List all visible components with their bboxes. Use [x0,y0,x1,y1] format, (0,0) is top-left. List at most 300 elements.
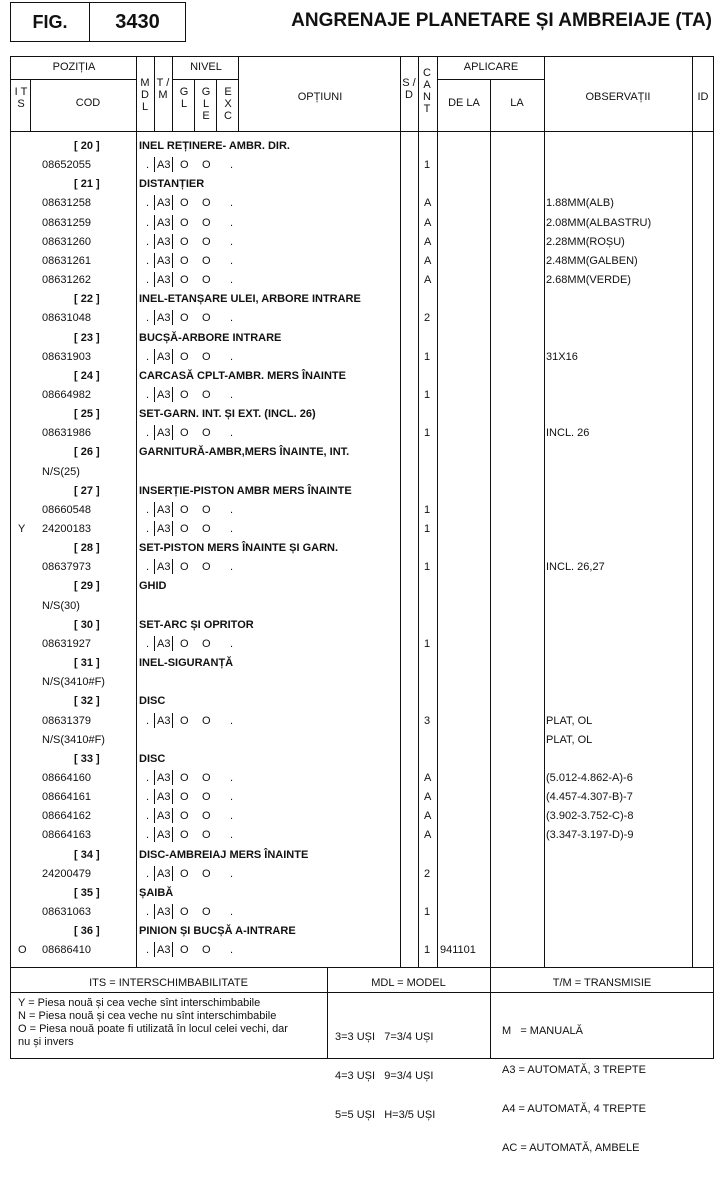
col-exc: E X C [224,86,232,122]
table-row [0,423,724,442]
cant-cell: A [424,274,432,287]
exc-cell: . [230,944,234,957]
mdl-cell: . [146,791,150,804]
cell-divider [154,713,155,728]
tm-cell: A3 [157,944,171,957]
exc-cell: . [230,714,234,727]
position-index: [ 24 ] [74,369,100,382]
tm-cell: A3 [157,637,171,650]
cell-divider [154,215,155,230]
tm-cell: A3 [157,523,171,535]
cod-cell: 08631048 [42,312,91,325]
gl-cell: O [180,503,189,516]
table-row [0,232,724,251]
cell-divider [154,234,155,249]
section-row [0,749,724,768]
table-row [0,806,724,825]
section-row [0,691,724,710]
cod-cell: 24200479 [42,867,91,880]
cant-cell: 1 [424,427,431,440]
legend-tm-line: A3 = AUTOMATĂ, 3 TREPTE [502,1064,646,1076]
cod-cell: 08637973 [42,561,91,574]
gle-cell: O [202,274,211,287]
section-row [0,845,724,864]
legend-its-line: N = Piesa nouă și cea veche nu sînt interschimbabile [18,1010,277,1022]
gle-cell: O [202,159,211,172]
tm-cell: A3 [157,906,171,918]
exc-cell: . [230,829,234,842]
position-index: [ 23 ] [74,331,100,344]
option-description: BUCȘĂ-ARBORE INTRARE [139,331,282,344]
position-index: [ 35 ] [74,886,100,899]
gl-cell: O [180,829,189,842]
table-row [0,787,724,806]
cell-divider [172,636,173,651]
cant-cell: 1 [424,350,431,363]
observatii-cell: (4.457-4.307-B)-7 [546,791,633,804]
gle-cell: O [202,197,211,210]
observatii-cell: (5.012-4.862-A)-6 [546,771,633,784]
gle-cell: O [202,254,211,267]
gle-cell: O [202,906,211,918]
cod-cell: 08631259 [42,216,91,229]
position-index: [ 22 ] [74,293,100,306]
cell-divider [172,215,173,230]
tm-cell: A3 [157,561,171,574]
table-row [0,596,724,615]
cell-divider [154,808,155,823]
tm-cell: A3 [157,867,171,880]
gl-cell: O [180,350,189,363]
section-row [0,921,724,940]
option-description: PINION ȘI BUCȘĂ A-INTRARE [139,925,296,938]
cant-cell: A [424,254,432,267]
cod-cell: 08631986 [42,427,91,440]
observatii-cell: PLAT, OL [546,733,593,746]
section-row [0,366,724,385]
cell-divider [172,387,173,402]
cod-cell: N/S(3410#F) [42,676,105,689]
gle-cell: O [202,350,211,363]
col-tm: T / M [156,77,170,101]
tm-cell: A3 [157,714,171,727]
option-description: SET-GARN. INT. ȘI EXT. (INCL. 26) [139,408,316,421]
col-la: LA [510,97,524,109]
cell-divider [172,234,173,249]
legend-tm-lines [502,999,712,1181]
mdl-cell: . [146,159,150,172]
gl-cell: O [180,274,189,287]
table-row [0,864,724,883]
mdl-cell: . [146,523,150,535]
gle-cell: O [202,944,211,957]
gl-cell: O [180,388,189,401]
gl-cell: O [180,637,189,650]
table-row [0,672,724,691]
table-row [0,155,724,174]
observatii-cell: 2.48MM(GALBEN) [546,254,638,267]
dela-cell: 941101 [440,944,476,957]
its-cell: Y [18,523,26,535]
cod-cell: 08660548 [42,503,91,516]
cell-divider [154,521,155,536]
mdl-cell: . [146,197,150,210]
col-mdl: M D L [140,77,150,113]
cant-cell: 1 [424,388,431,401]
option-description: SET-ARC ȘI OPRITOR [139,618,254,631]
exc-cell: . [230,523,234,535]
col-aplicare: APLICARE [463,61,519,73]
option-description: GARNITURĂ-AMBR,MERS ÎNAINTE, INT. [139,446,350,459]
col-its: I T S [14,86,28,110]
mdl-cell: . [146,350,150,363]
mdl-cell: . [146,867,150,880]
cod-cell: 08686410 [42,944,91,957]
legend-its-title: ITS = INTERSCHIMBABILITATE [89,977,248,989]
cant-cell: A [424,791,432,804]
cell-divider [172,866,173,881]
cant-cell: A [424,810,432,823]
mdl-cell: . [146,714,150,727]
gl-cell: O [180,427,189,440]
table-row [0,557,724,576]
cell-divider [154,310,155,325]
exc-cell: . [230,771,234,784]
cant-cell: A [424,829,432,842]
exc-cell: . [230,159,234,172]
cant-cell: 1 [424,523,431,535]
gle-cell: O [202,388,211,401]
table-row [0,768,724,787]
mdl-cell: . [146,254,150,267]
exc-cell: . [230,427,234,440]
cell-divider [154,866,155,881]
tm-cell: A3 [157,312,171,325]
cant-cell: A [424,235,432,248]
legend-mdl-line: 5=5 UȘI H=3/5 UȘI [335,1109,436,1121]
legend-mdl-line: 3=3 UȘI 7=3/4 UȘI [335,1031,434,1043]
col-sd: S / D [402,77,416,101]
cod-cell: 08664160 [42,771,91,784]
gl-cell: O [180,791,189,804]
gl-cell: O [180,810,189,823]
table-row [0,385,724,404]
cell-divider [154,904,155,919]
position-index: [ 27 ] [74,484,100,497]
cell-divider [172,789,173,804]
tm-cell: A3 [157,503,171,516]
cant-cell: A [424,771,432,784]
section-row [0,404,724,423]
gle-cell: O [202,867,211,880]
table-row [0,500,724,519]
legend-tm-title: T/M = TRANSMISIE [552,977,652,989]
gle-cell: O [202,561,211,574]
cell-divider [154,502,155,517]
cod-cell: 08652055 [42,159,91,172]
position-index: [ 25 ] [74,408,100,421]
gle-cell: O [202,235,211,248]
cod-cell: 08664162 [42,810,91,823]
col-id: ID [697,91,709,103]
tm-cell: A3 [157,810,171,823]
table-row [0,193,724,212]
cell-divider [154,942,155,957]
legend-its-line: Y = Piesa nouă și cea veche sînt interschimbabile [18,997,261,1009]
cell-divider [154,559,155,574]
option-description: INEL-SIGURANȚĂ [139,657,234,670]
option-description: GHID [139,580,167,593]
legend-its-line: O = Piesa nouă poate fi utilizată în locul celei vechi, dar [18,1023,288,1035]
cell-divider [172,521,173,536]
mdl-cell: . [146,829,150,842]
cell-divider [172,808,173,823]
option-description: INSERȚIE-PISTON AMBR MERS ÎNAINTE [139,484,352,497]
position-index: [ 20 ] [74,140,100,152]
mdl-cell: . [146,771,150,784]
position-index: [ 26 ] [74,446,100,459]
legend-tm-line: AC = AUTOMATĂ, AMBELE [502,1142,640,1154]
observatii-cell: 2.68MM(VERDE) [546,274,631,287]
mdl-cell: . [146,235,150,248]
exc-cell: . [230,906,234,918]
cell-divider [172,253,173,268]
mdl-cell: . [146,503,150,516]
gl-cell: O [180,235,189,248]
option-description: CARCASĂ CPLT-AMBR. MERS ÎNAINTE [139,369,346,382]
gl-cell: O [180,216,189,229]
cell-divider [154,349,155,364]
cell-divider [172,195,173,210]
exc-cell: . [230,254,234,267]
gl-cell: O [180,771,189,784]
exc-cell: . [230,637,234,650]
cod-cell: 08631903 [42,350,91,363]
gl-cell: O [180,197,189,210]
cant-cell: 2 [424,867,431,880]
tm-cell: A3 [157,159,171,172]
cod-cell: 08631260 [42,235,91,248]
table-row [0,519,724,538]
cod-cell: N/S(25) [42,465,80,478]
gl-cell: O [180,906,189,918]
cant-cell: 1 [424,561,431,574]
observatii-cell: 31X16 [546,350,578,363]
col-optiuni: OPȚIUNI [297,91,343,103]
exc-cell: . [230,235,234,248]
legend-mdl-lines [335,1005,485,1148]
exc-cell: . [230,274,234,287]
section-row [0,136,724,155]
tm-cell: A3 [157,197,171,210]
legend-mdl-line: 4=3 UȘI 9=3/4 UȘI [335,1070,434,1082]
cant-cell: 3 [424,714,431,727]
option-description: SET-PISTON MERS ÎNAINTE ȘI GARN. [139,542,339,555]
exc-cell: . [230,312,234,325]
gl-cell: O [180,944,189,957]
observatii-cell: 1.88MM(ALB) [546,197,614,210]
position-index: [ 28 ] [74,542,100,555]
legend-mdl-title: MDL = MODEL [371,977,446,989]
section-row [0,328,724,347]
tm-cell: A3 [157,791,171,804]
table-row [0,711,724,730]
table-row [0,270,724,289]
tm-cell: A3 [157,427,171,440]
mdl-cell: . [146,906,150,918]
cell-divider [172,310,173,325]
cell-divider [172,157,173,172]
cell-divider [172,904,173,919]
tm-cell: A3 [157,274,171,287]
cell-divider [154,770,155,785]
table-row [0,308,724,327]
option-description: DISC [139,695,166,708]
cell-divider [154,253,155,268]
mdl-cell: . [146,274,150,287]
position-index: [ 31 ] [74,657,100,670]
cod-cell: 08631262 [42,274,91,287]
tm-cell: A3 [157,235,171,248]
option-description: ȘAIBĂ [139,886,174,899]
cant-cell: 2 [424,312,431,325]
exc-cell: . [230,867,234,880]
cell-divider [154,827,155,842]
gl-cell: O [180,714,189,727]
tm-cell: A3 [157,771,171,784]
table-row [0,347,724,366]
cod-cell: 08664982 [42,388,91,401]
fig-label: FIG. [10,2,90,42]
cell-divider [172,827,173,842]
cod-cell: 08664163 [42,829,91,842]
cell-divider [172,770,173,785]
cod-cell: N/S(3410#F) [42,733,105,746]
cell-divider [154,789,155,804]
col-nivel: NIVEL [190,61,222,73]
table-row [0,902,724,921]
gle-cell: O [202,714,211,727]
mdl-cell: . [146,637,150,650]
gl-cell: O [180,867,189,880]
section-row [0,174,724,193]
col-dela: DE LA [448,97,480,109]
mdl-cell: . [146,427,150,440]
option-description: DISC-AMBREIAJ MERS ÎNAINTE [139,848,309,861]
position-index: [ 36 ] [74,925,100,938]
gle-cell: O [202,427,211,440]
tm-cell: A3 [157,388,171,401]
mdl-cell: . [146,944,150,957]
col-observatii: OBSERVAȚII [585,91,651,103]
table-row [0,730,724,749]
mdl-cell: . [146,561,150,574]
mdl-cell: . [146,810,150,823]
gle-cell: O [202,523,211,535]
cant-cell: A [424,216,432,229]
mdl-cell: . [146,388,150,401]
observatii-cell: INCL. 26,27 [546,561,605,574]
cod-cell: 24200183 [42,523,91,535]
exc-cell: . [230,197,234,210]
table-row [0,940,724,959]
cant-cell: 1 [424,503,431,516]
cell-divider [154,387,155,402]
gle-cell: O [202,503,211,516]
gle-cell: O [202,791,211,804]
cell-divider [172,272,173,287]
gl-cell: O [180,523,189,535]
exc-cell: . [230,810,234,823]
exc-cell: . [230,350,234,363]
gl-cell: O [180,254,189,267]
position-index: [ 21 ] [74,178,100,191]
cell-divider [172,713,173,728]
cant-cell: 1 [424,159,431,172]
cod-cell: 08631258 [42,197,91,210]
tm-cell: A3 [157,216,171,229]
cell-divider [154,425,155,440]
observatii-cell: 2.28MM(ROȘU) [546,235,625,248]
cell-divider [154,636,155,651]
position-index: [ 32 ] [74,695,100,708]
gl-cell: O [180,561,189,574]
section-row [0,442,724,461]
table-row [0,251,724,270]
cod-cell: 08664161 [42,791,91,804]
legend-tm-line: A4 = AUTOMATĂ, 4 TREPTE [502,1103,646,1115]
position-index: [ 30 ] [74,618,100,631]
cell-divider [172,942,173,957]
col-cod: COD [75,97,101,109]
exc-cell: . [230,561,234,574]
mdl-cell: . [146,216,150,229]
cell-divider [172,349,173,364]
its-cell: O [18,944,27,957]
observatii-cell: (3.347-3.197-D)-9 [546,829,634,842]
tm-cell: A3 [157,254,171,267]
observatii-cell: INCL. 26 [546,427,590,440]
cell-divider [172,559,173,574]
position-index: [ 34 ] [74,848,100,861]
cell-divider [154,272,155,287]
col-pozitia: POZIȚIA [52,61,96,73]
option-description: DISC [139,752,166,765]
col-gle: G L E [201,86,211,122]
gl-cell: O [180,312,189,325]
cell-divider [154,195,155,210]
legend-tm-line: M = MANUALĂ [502,1025,583,1037]
option-description: DISTANȚIER [139,178,205,191]
page-title: ANGRENAJE PLANETARE ȘI AMBREIAJE (TA) [291,10,712,31]
legend-its-line: nu și invers [18,1036,74,1048]
option-description: INEL REȚINERE- AMBR. DIR. [139,140,290,152]
section-row [0,289,724,308]
table-row [0,634,724,653]
cant-cell: 1 [424,906,431,918]
observatii-cell: 2.08MM(ALBASTRU) [546,216,652,229]
cod-cell: 08631261 [42,254,91,267]
gle-cell: O [202,637,211,650]
section-row [0,883,724,902]
section-row [0,653,724,672]
cod-cell: N/S(30) [42,599,80,612]
section-row [0,538,724,557]
position-index: [ 33 ] [74,752,100,765]
tm-cell: A3 [157,350,171,363]
gle-cell: O [202,216,211,229]
legend-its-lines [18,997,324,1049]
